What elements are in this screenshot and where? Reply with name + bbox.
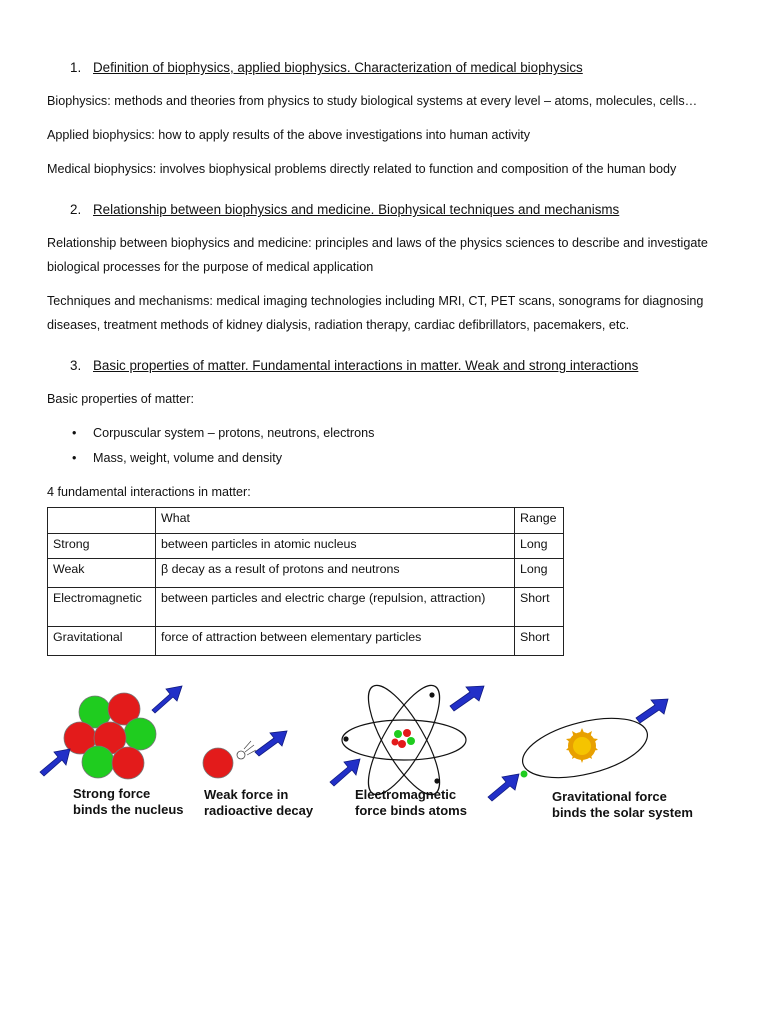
table-cell: Weak — [48, 559, 156, 588]
arrow-icon — [330, 759, 360, 786]
table-header-cell: What — [156, 508, 515, 534]
section-3-number: 3. — [70, 358, 82, 373]
table-cell: between particles in atomic nucleus — [156, 534, 515, 559]
weak-force-caption — [204, 787, 313, 819]
section-1-title: Definition of biophysics, applied biophysics. Characterization of medical biophysics — [93, 60, 583, 75]
caption-line: Electromagnetic — [355, 787, 457, 802]
arrow-icon — [450, 686, 484, 711]
electron-icon — [429, 692, 434, 697]
section-2-title: Relationship between biophysics and medicine. Biophysical techniques and mechanisms — [93, 202, 620, 217]
table-cell: between particles and electric charge (repulsion, attraction) — [156, 588, 515, 627]
bullet-text: Corpuscular system – protons, neutrons, electrons — [93, 426, 375, 440]
bullet-icon: • — [72, 426, 77, 440]
section-3-title: Basic properties of matter. Fundamental interactions in matter. Weak and strong interactions — [93, 358, 639, 373]
arrow-icon — [40, 749, 70, 776]
strong-force-caption — [73, 786, 184, 818]
proton-icon — [398, 740, 406, 748]
table-cell: force of attraction between elementary particles — [156, 627, 515, 656]
nucleus-cluster — [64, 693, 156, 779]
table-intro: 4 fundamental interactions in matter: — [47, 485, 251, 499]
neutron-icon — [394, 730, 402, 738]
particle-icon — [237, 751, 245, 759]
proton-icon — [203, 748, 233, 778]
basic-properties-intro: Basic properties of matter: — [47, 392, 194, 406]
sun-icon — [566, 728, 598, 763]
caption-line: radioactive decay — [204, 803, 314, 818]
biophysics-definition: Biophysics: methods and theories from physics to study biological systems at every level – atoms, molecules, cells… — [47, 94, 698, 108]
neutron-icon — [407, 737, 415, 745]
section-2-number: 2. — [70, 202, 82, 217]
proton-icon — [112, 747, 144, 779]
arrow-icon — [636, 699, 668, 723]
decaying-nucleus — [203, 741, 256, 778]
applied-biophysics-definition: Applied biophysics: how to apply results of the above investigations into human activity — [47, 128, 531, 142]
arrow-icon — [488, 774, 519, 801]
relationship-paragraph: Relationship between biophysics and medicine: principles and laws of the physics sciences to describe and investigate biological processes for the purpose of medical application — [47, 236, 708, 274]
proton-icon — [392, 739, 399, 746]
table-cell: Electromagnetic — [48, 588, 156, 627]
caption-line: Weak force in — [204, 787, 289, 802]
caption-line: binds the nucleus — [73, 802, 184, 817]
arrow-icon — [152, 686, 182, 713]
table-cell: β decay as a result of protons and neutrons — [156, 559, 515, 588]
table-cell: Short — [515, 588, 564, 627]
planet-icon — [521, 771, 528, 778]
caption-line: binds the solar system — [552, 805, 693, 820]
electron-icon — [343, 736, 348, 741]
table-cell: Short — [515, 627, 564, 656]
table-cell: Long — [515, 534, 564, 559]
caption-line: Gravitational force — [552, 789, 667, 804]
atom-model — [342, 676, 466, 803]
neutron-icon — [124, 718, 156, 750]
section-1-number: 1. — [70, 60, 82, 75]
caption-line: Strong force — [73, 786, 151, 801]
neutron-icon — [82, 746, 114, 778]
bullet-text: Mass, weight, volume and density — [93, 451, 282, 465]
caption-line: force binds atoms — [355, 803, 467, 818]
proton-icon — [403, 729, 411, 737]
techniques-paragraph: Techniques and mechanisms: medical imaging technologies including MRI, CT, PET scans, sonograms for diagnosing diseases, treatment methods of kidney dialysis, radiation therapy, cardiac defibrillators, pacemakers, etc. — [47, 294, 704, 332]
table-header-cell: Range — [515, 508, 564, 534]
electromagnetic-force-caption — [355, 787, 467, 819]
bullet-icon: • — [72, 451, 77, 465]
solar-system — [517, 707, 654, 788]
medical-biophysics-definition: Medical biophysics: involves biophysical problems directly related to function and composition of the human body — [47, 162, 677, 176]
table-cell: Strong — [48, 534, 156, 559]
table-cell: Long — [515, 559, 564, 588]
electron-icon — [434, 778, 439, 783]
gravitational-force-caption — [552, 789, 693, 821]
arrow-icon — [255, 731, 287, 756]
table-cell: Gravitational — [48, 627, 156, 656]
